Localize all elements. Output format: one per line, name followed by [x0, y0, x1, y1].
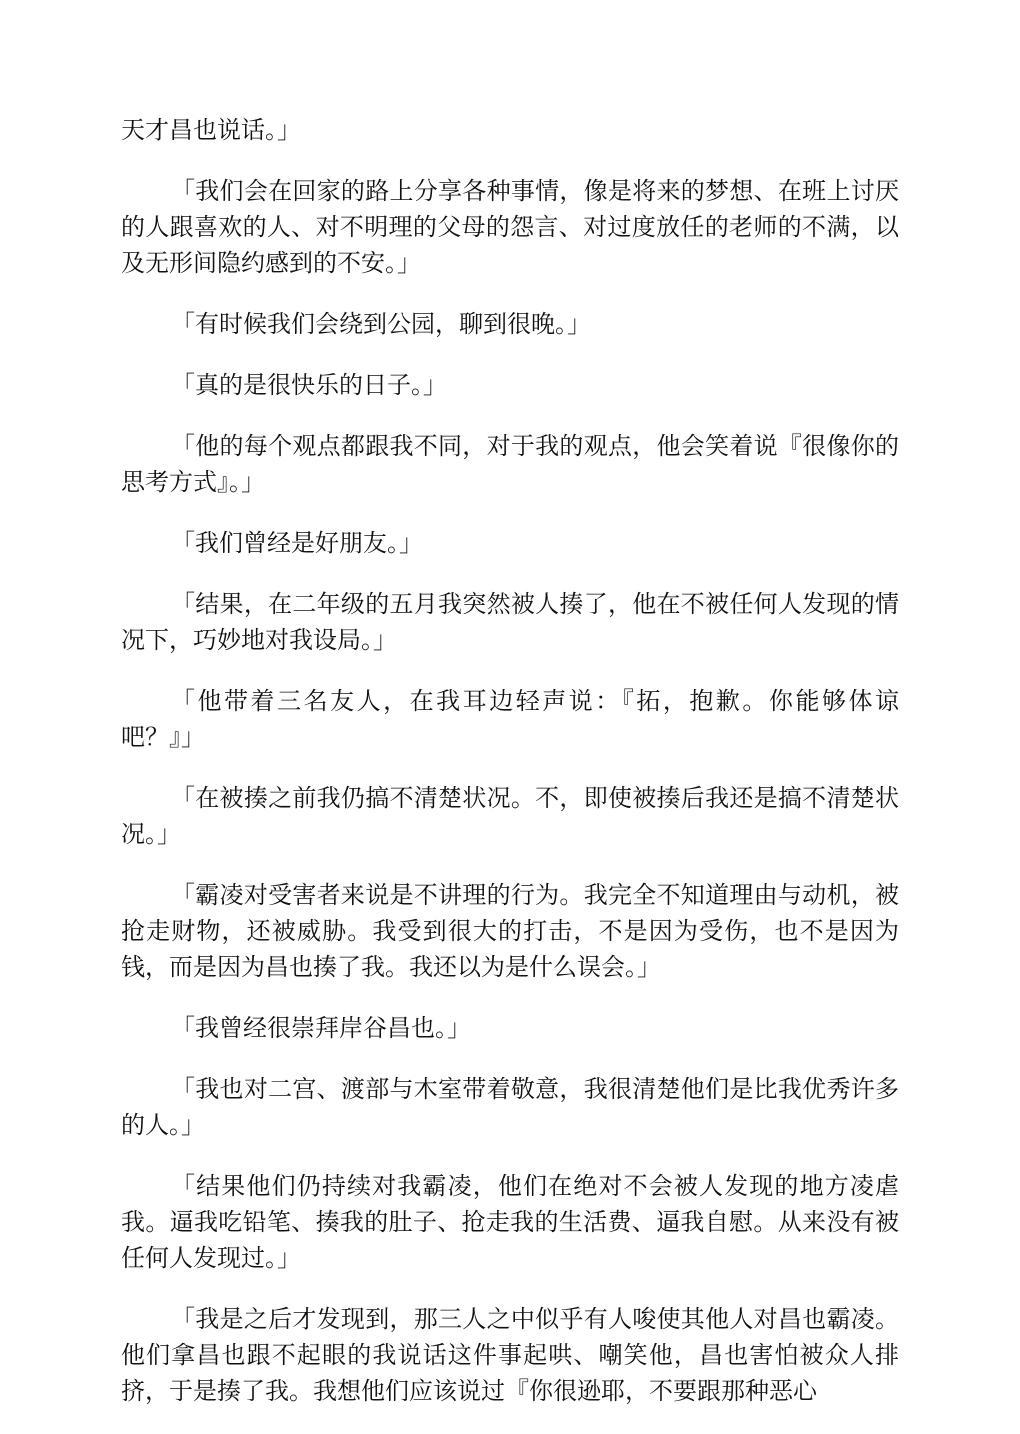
paragraph-11: 「我曾经很崇拜岸谷昌也。」: [171, 1014, 471, 1042]
paragraph-7: 「结果，在二年级的五月我突然被人揍了，他在不被任何人发现的情况下，巧妙地对我设局。」: [121, 590, 899, 654]
paragraph-12: 「我也对二宫、渡部与木室带着敬意，我很清楚他们是比我优秀许多的人。」: [121, 1075, 899, 1139]
paragraph-9: 「在被揍之前我仍搞不清楚状况。不，即使被揍后我还是搞不清楚状况。」: [121, 784, 899, 848]
paragraph-8: 「他带着三名友人，在我耳边轻声说：『拓，抱歉。你能够体谅吧？』」: [121, 687, 899, 751]
paragraph-1: 天才昌也说话。」: [121, 116, 301, 144]
paragraph-5: 「他的每个观点都跟我不同，对于我的观点，他会笑着说『很像你的思考方式』。」: [121, 432, 899, 496]
paragraph-2: 「我们会在回家的路上分享各种事情，像是将来的梦想、在班上讨厌的人跟喜欢的人、对不明理的父母的怨言、对过度放任的老师的不满，以及无形间隐约感到的不安。」: [121, 177, 899, 277]
document-page: [121, 112, 899, 1434]
paragraph-3: 「有时候我们会绕到公园，聊到很晚。」: [171, 310, 591, 338]
paragraph-4: 「真的是很快乐的日子。」: [171, 371, 447, 399]
paragraph-6: 「我们曾经是好朋友。」: [171, 529, 423, 557]
paragraph-10: 「霸凌对受害者来说是不讲理的行为。我完全不知道理由与动机，被抢走财物，还被威胁。我受到很大的打击，不是因为受伤，也不是因为钱，而是因为昌也揍了我。我还以为是什么误会。」: [121, 881, 899, 981]
paragraph-14: 「我是之后才发现到，那三人之中似乎有人唆使其他人对昌也霸凌。他们拿昌也跟不起眼的我说话这件事起哄、嘲笑他，昌也害怕被众人排挤，于是揍了我。我想他们应该说过『你很逊耶，不要跟那种恶心: [121, 1305, 899, 1405]
paragraph-13: 「结果他们仍持续对我霸凌，他们在绝对不会被人发现的地方凌虐我。逼我吃铅笔、揍我的肚子、抢走我的生活费、逼我自慰。从来没有被任何人发现过。」: [121, 1172, 899, 1272]
